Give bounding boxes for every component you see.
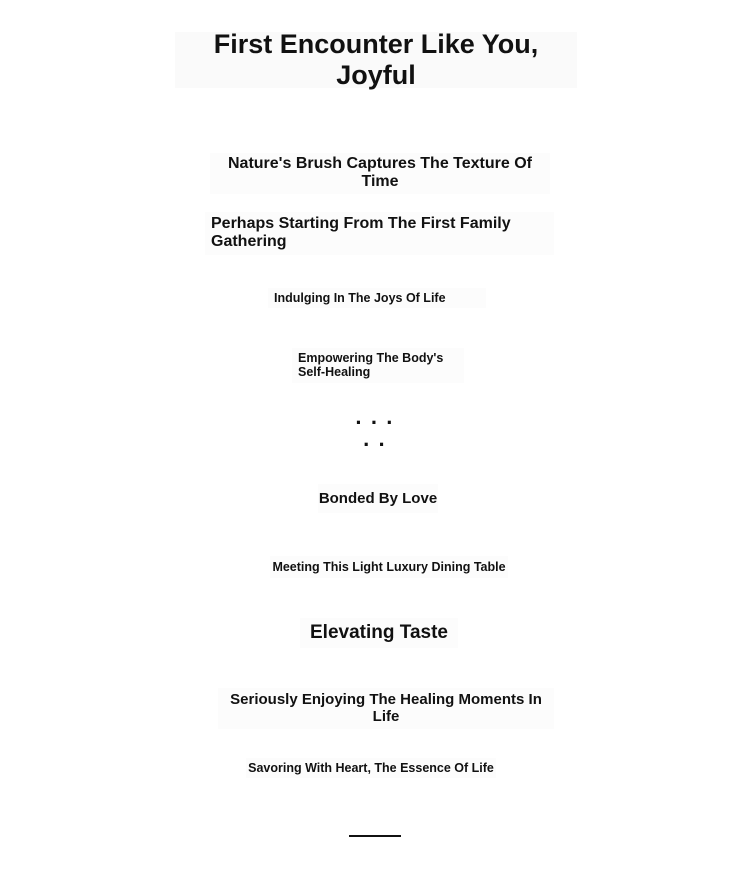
text-line-3: Indulging In The Joys Of Life (268, 288, 486, 308)
text-line-6: Meeting This Light Luxury Dining Table (270, 556, 508, 578)
text-line-8: Seriously Enjoying The Healing Moments In Life (218, 688, 554, 729)
text-line-7: Elevating Taste (300, 618, 458, 648)
text-line-1: Nature's Brush Captures The Texture Of Time (210, 153, 550, 194)
bottom-divider (349, 835, 401, 837)
text-line-5: Bonded By Love (318, 484, 438, 513)
page-title: First Encounter Like You, Joyful (175, 32, 577, 88)
ellipsis-divider: · · · · · (355, 410, 395, 457)
text-line-2: Perhaps Starting From The First Family Gathering (205, 212, 554, 255)
text-line-9: Savoring With Heart, The Essence Of Life (246, 758, 496, 778)
text-line-4: Empowering The Body's Self-Healing (292, 348, 464, 383)
